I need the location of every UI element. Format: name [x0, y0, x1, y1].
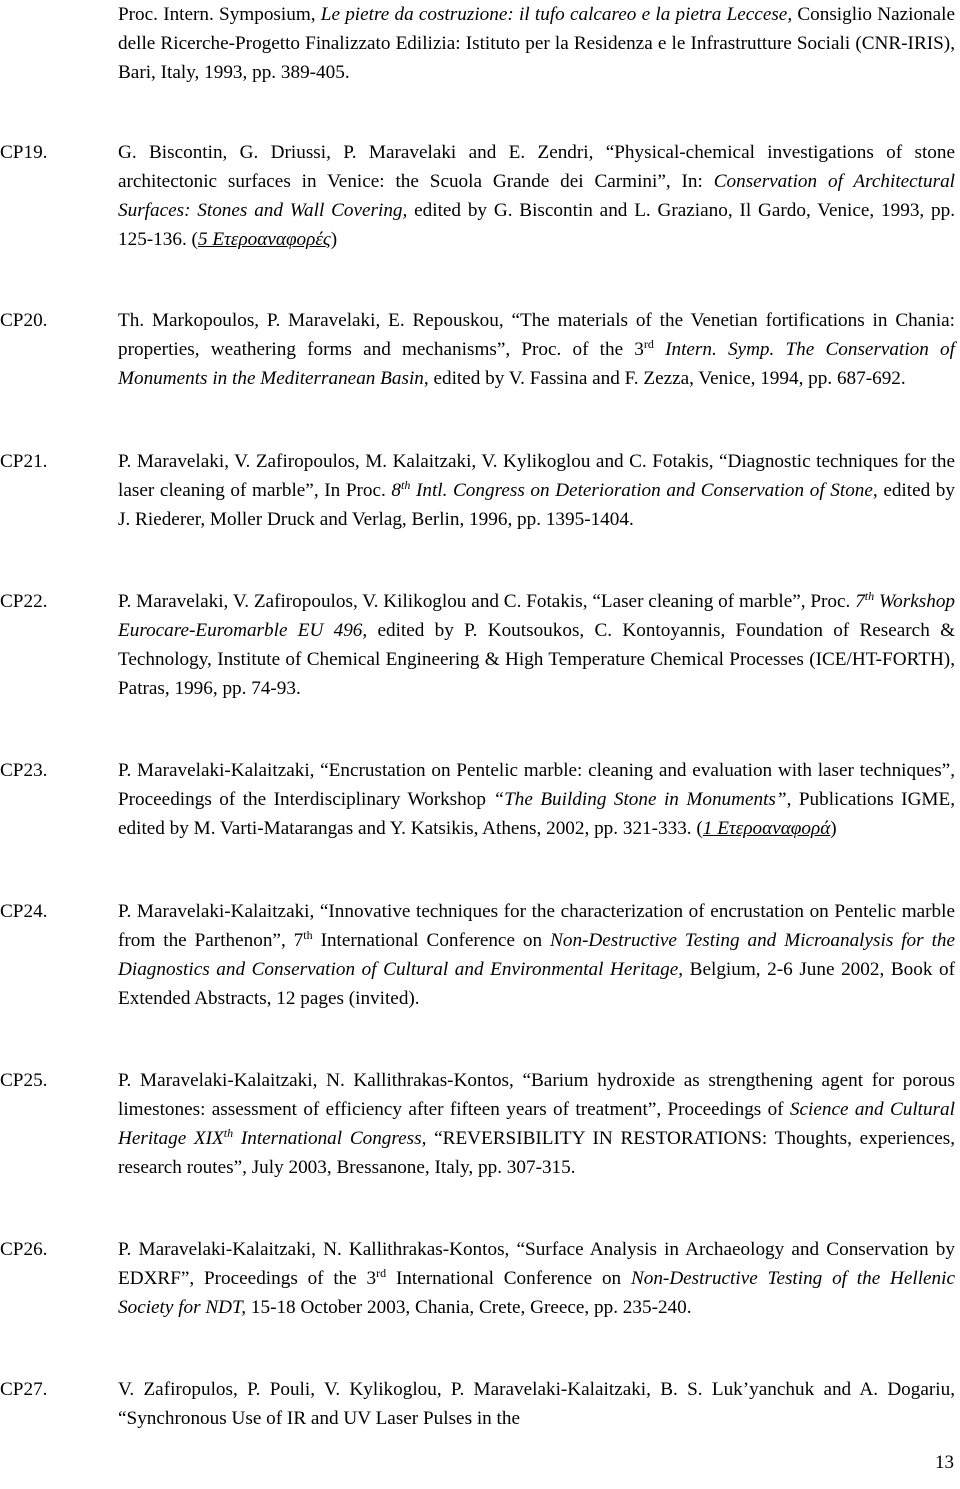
reference-text — [118, 1066, 955, 1182]
reference-title: Intl. Congress on Deterioration and Conservation of Stone, — [410, 480, 878, 501]
reference-label: CP19. — [0, 142, 48, 163]
reference-part: , edited by V. Fassina and F. Zezza, Venice, 1994, pp. 687-692. — [423, 368, 906, 389]
reference-title: Science and Cultural Heritage XIX — [118, 1099, 955, 1149]
reference-title: Non-Destructive Testing and Microanalysis for the Diagnostics and Conservation of Cultural and Environmental Heritage — [118, 930, 956, 980]
reference-part: edited by J. Riederer, Moller Druck and Verlag, Berlin, 1996, pp. 1395-1404. — [118, 480, 955, 530]
superscript: th — [401, 478, 411, 492]
reference-text — [118, 897, 955, 1013]
reference-text — [118, 1235, 955, 1322]
reference-part: P. Maravelaki-Kalaitzaki, “Innovative techniques for the characterization of encrustation on Pentelic marble from the Parthenon”, 7 — [118, 901, 955, 951]
reference-part: V. Zafiropulos, P. Pouli, V. Kylikoglou, P. Maravelaki-Kalaitzaki, B. S. Luk’yanchuk and A. Dogariu, “Synchronous Use of IR and UV Laser Pulses in the — [118, 1379, 955, 1429]
reference-label: CP23. — [0, 760, 48, 781]
reference-part: International Conference on — [312, 930, 551, 951]
reference-part: P. Maravelaki-Kalaitzaki, N. Kallithrakas-Kontos, “Surface Analysis in Archaeology and Conservation by EDXRF”, Proceedings of the 3 — [118, 1239, 955, 1289]
reference-text — [118, 1375, 955, 1433]
reference-label: CP20. — [0, 310, 48, 331]
reference-part: ) — [330, 229, 338, 250]
reference-part: P. Maravelaki, V. Zafiropoulos, V. Kilikoglou and C. Fotakis, “Laser cleaning of marble”, Proc. — [118, 591, 856, 612]
reference-part: , Belgium, 2-6 June 2002, Book of Extended Abstracts, 12 pages (invited). — [118, 959, 955, 1009]
superscript: th — [303, 928, 313, 942]
superscript: th — [223, 1126, 234, 1140]
reference-part: P. Maravelaki-Kalaitzaki, N. Kallithrakas-Kontos, “Barium hydroxide as strengthening agent for porous limestones: assessment of efficiency after fifteen years of treatment”, Proceedings of — [118, 1070, 955, 1120]
reference-title: 8 — [391, 480, 401, 501]
reference-part: , Publications IGME, edited by M. Varti-Matarangas and Y. Katsikis, Athens, 2002, pp. 321-333. ( — [118, 789, 956, 839]
reference-title: Intern. Symp. The Conservation of Monuments in the Mediterranean Basin — [118, 339, 955, 389]
superscript: rd — [643, 337, 654, 351]
reference-title: Workshop Eurocare-Euromarble EU 496, — [118, 591, 956, 641]
reference-title: 7 — [855, 591, 865, 612]
superscript: rd — [376, 1266, 387, 1280]
reference-label: CP25. — [0, 1070, 48, 1091]
reference-title: International Congress — [233, 1128, 422, 1149]
reference-text — [118, 138, 955, 254]
reference-part: Th. Markopoulos, P. Maravelaki, E. Repouskou, “The materials of the Venetian fortifications in Chania: properties, weathering forms and mechanisms”, Proc. of the 3 — [118, 310, 955, 360]
reference-text — [118, 587, 955, 703]
reference-part: edited by G. Biscontin and L. Graziano, Il Gardo, Venice, 1993, pp. 125-136. ( — [118, 200, 956, 250]
continuation-text — [118, 0, 955, 87]
reference-part: P. Maravelaki, V. Zafiropoulos, M. Kalaitzaki, V. Kylikoglou and C. Fotakis, “Diagnostic techniques for the laser cleaning of marble”, In Proc. — [118, 451, 955, 501]
reference-label: CP26. — [0, 1239, 48, 1260]
reference-part: 15-18 October 2003, Chania, Crete, Greece, pp. 235-240. — [246, 1297, 692, 1318]
page-number: 13 — [935, 1452, 954, 1473]
reference-text — [118, 756, 955, 843]
reference-part: , “REVERSIBILITY IN RESTORATIONS: Thoughts, experiences, research routes”, July 2003, Bressanone, Italy, pp. 307-315. — [118, 1128, 955, 1178]
reference-part: P. Maravelaki-Kalaitzaki, “Encrustation on Pentelic marble: cleaning and evaluation with laser techniques”, Proceedings of the Interdisciplinary Workshop — [118, 760, 955, 810]
citation-count: 5 Ετεροαναφορές — [197, 229, 331, 250]
reference-label: CP21. — [0, 451, 48, 472]
reference-title: Conservation of Architectural Surfaces: Stones and Wall Covering, — [118, 171, 956, 221]
reference-part: International Conference on — [386, 1268, 631, 1289]
continuation-title: Le pietre da costruzione: il tufo calcareo e la pietra Leccese, — [320, 4, 793, 25]
reference-text — [118, 306, 955, 393]
reference-title: Non-Destructive Testing of the Hellenic Society for NDT, — [118, 1268, 955, 1318]
reference-part: edited by P. Koutsoukos, C. Kontoyannis, Foundation of Research & Technology, Institute of Chemical Engineering & High Temperature Chemical Processes (ICE/HT-FORTH), Patras, 1996, pp. 74-93. — [118, 620, 956, 699]
reference-part: ) — [830, 818, 837, 839]
reference-part: G. Biscontin, G. Driussi, P. Maravelaki and E. Zendri, “Physical-chemical investigations of stone architectonic surfaces in Venice: the Scuola Grande dei Carmini”, In: — [118, 142, 955, 192]
continuation-part: Consiglio Nazionale delle Ricerche-Progetto Finalizzato Edilizia: Istituto per la Residenza e le Infrastrutture Sociali (CNR-IRIS), Bari, Italy, 1993, pp. 389-405. — [118, 4, 955, 83]
reference-label: CP27. — [0, 1379, 48, 1400]
reference-title: “The Building Stone in Monuments” — [493, 789, 787, 810]
reference-text — [118, 447, 955, 534]
citation-count: 1 Ετεροαναφορά — [702, 818, 831, 839]
superscript: th — [864, 589, 875, 603]
reference-label: CP22. — [0, 591, 48, 612]
reference-label: CP24. — [0, 901, 48, 922]
continuation-part: Proc. Intern. Symposium, — [118, 4, 321, 25]
